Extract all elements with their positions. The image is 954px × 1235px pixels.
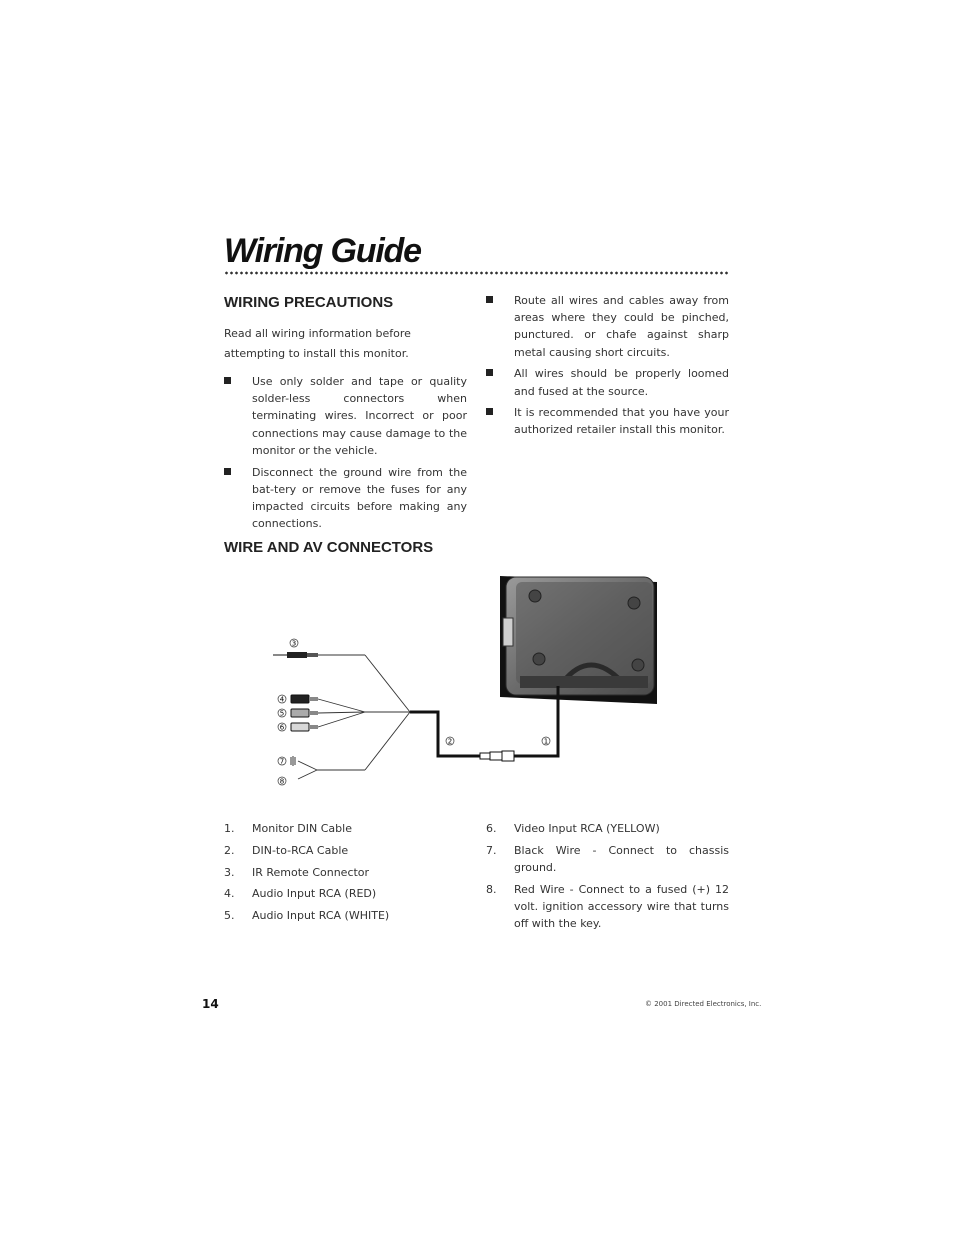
mount-hole bbox=[632, 659, 644, 671]
legend-number: 6. bbox=[486, 822, 497, 835]
page-number: 14 bbox=[202, 997, 219, 1011]
connector-legend-left bbox=[224, 820, 467, 929]
precaution-text: Disconnect the ground wire from the bat-tery or remove the fuses for any impacted circuits before making any connections. bbox=[252, 465, 467, 531]
legend-text: Red Wire - Connect to a fused (+) 12 volt. ignition accessory wire that turns off with the key. bbox=[514, 882, 729, 931]
rca-plug-yellow bbox=[291, 723, 318, 731]
svg-text:4: 4 bbox=[279, 695, 285, 704]
legend-item bbox=[224, 885, 467, 902]
legend-text: Black Wire - Connect to chassis ground. bbox=[514, 843, 729, 874]
svg-text:3: 3 bbox=[291, 639, 297, 648]
copyright-notice: © 2001 Directed Electronics, Inc. bbox=[645, 1000, 762, 1008]
mount-hole bbox=[529, 590, 541, 602]
legend-item bbox=[224, 842, 467, 859]
wiring-precautions-heading: WIRING PRECAUTIONS bbox=[224, 294, 394, 311]
module-bottom-edge bbox=[520, 676, 648, 688]
ground-terminal bbox=[291, 756, 295, 766]
legend-number: 8. bbox=[486, 882, 497, 896]
legend-item bbox=[486, 842, 729, 876]
callout-5 bbox=[278, 709, 286, 718]
mount-hole bbox=[628, 597, 640, 609]
callout-2 bbox=[446, 737, 454, 746]
precaution-text: It is recommended that you have your authorized retailer install this monitor. bbox=[514, 406, 729, 437]
page-title: Wiring Guide bbox=[224, 232, 421, 270]
din-to-rca-cable bbox=[410, 712, 480, 756]
monitor-module bbox=[500, 576, 657, 704]
legend-item bbox=[486, 820, 729, 837]
callout-7 bbox=[278, 757, 286, 766]
legend-text: DIN-to-RCA Cable bbox=[252, 843, 349, 857]
legend-number: 5. bbox=[224, 909, 235, 923]
callout-8 bbox=[278, 777, 286, 786]
callout-3 bbox=[290, 639, 298, 648]
svg-text:1: 1 bbox=[543, 737, 549, 746]
precautions-intro: Read all wiring information before attempting to install this monitor. bbox=[224, 327, 411, 360]
legend-text: Monitor DIN Cable bbox=[252, 822, 352, 835]
ir-remote-plug bbox=[273, 652, 318, 658]
wire-av-connectors-heading: WIRE AND AV CONNECTORS bbox=[224, 539, 434, 556]
legend-item bbox=[486, 881, 729, 933]
legend-text: IR Remote Connector bbox=[252, 865, 370, 879]
svg-text:8: 8 bbox=[279, 777, 285, 786]
din-connector bbox=[480, 751, 514, 761]
legend-text: Video Input RCA (YELLOW) bbox=[514, 822, 660, 835]
svg-text:6: 6 bbox=[279, 723, 285, 732]
legend-item bbox=[224, 907, 467, 924]
svg-text:5: 5 bbox=[279, 709, 285, 718]
callout-6 bbox=[278, 723, 286, 732]
legend-item bbox=[224, 820, 467, 837]
rca-plug-white bbox=[291, 709, 318, 717]
precaution-text: Use only solder and tape or quality solder-less connectors when terminating wires. Incorrect or poor connections may cause damage to the monitor or the vehicle. bbox=[252, 375, 467, 457]
legend-text: Audio Input RCA (RED) bbox=[252, 887, 377, 901]
callout-4 bbox=[278, 695, 286, 704]
legend-number: 2. bbox=[224, 843, 235, 857]
precaution-text: All wires should be properly loomed and fused at the source. bbox=[514, 367, 729, 398]
legend-number: 3. bbox=[224, 865, 235, 879]
legend-number: 4. bbox=[224, 887, 235, 901]
svg-text:2: 2 bbox=[447, 737, 453, 746]
precaution-text: Route all wires and cables away from areas where they could be pinched, punctured. or chafe against sharp metal causing short circuits. bbox=[514, 294, 729, 359]
connector-legend-right bbox=[486, 820, 729, 937]
legend-number: 1. bbox=[224, 822, 235, 835]
svg-text:7: 7 bbox=[279, 757, 285, 766]
rca-plug-red bbox=[291, 695, 318, 703]
legend-number: 7. bbox=[486, 843, 497, 857]
module-side-port bbox=[503, 618, 513, 646]
legend-item bbox=[224, 864, 467, 881]
mount-hole bbox=[533, 653, 545, 665]
fanout-wires bbox=[298, 655, 410, 779]
legend-text: Audio Input RCA (WHITE) bbox=[252, 909, 390, 923]
callout-1 bbox=[542, 737, 550, 746]
